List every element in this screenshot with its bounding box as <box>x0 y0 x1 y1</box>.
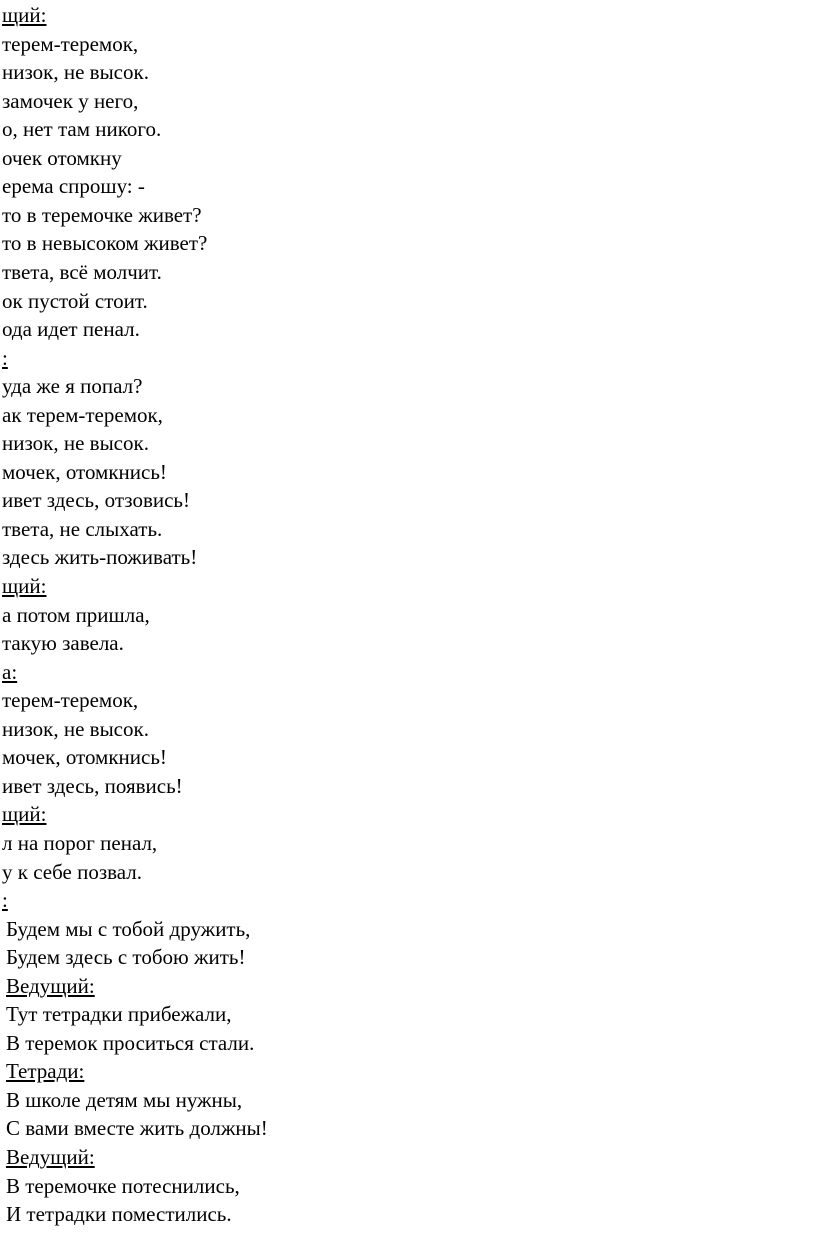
verse-line: л на порог пенал, <box>2 830 158 855</box>
verse-line: то в невысоком живет? <box>2 231 208 256</box>
speaker-heading: Ведущий: <box>6 1145 95 1169</box>
verse-line: И тетрадки поместились. <box>6 1202 232 1227</box>
speaker-heading: щий: <box>2 802 47 827</box>
verse-line: у к себе позвал. <box>2 859 142 884</box>
verse-line: терем-теремок, <box>2 688 139 713</box>
verse-line: ода идет пенал. <box>2 317 140 342</box>
verse-line: С вами вместе жить должны! <box>6 1116 268 1141</box>
verse-line: очек отомкну <box>2 145 122 170</box>
verse-line: ак терем-теремок, <box>2 402 163 427</box>
speaker-heading: Тетради: <box>6 1059 85 1084</box>
verse-line: уда же я попал? <box>2 374 143 399</box>
speaker-heading: а: <box>2 659 18 684</box>
verse-line: о, нет там никого. <box>2 117 162 142</box>
verse-line: низок, не высок. <box>2 431 149 456</box>
verse-line: твета, всё молчит. <box>2 259 162 284</box>
verse-line: твета, не слыхать. <box>2 516 163 541</box>
verse-line: замочек у него, <box>2 88 139 113</box>
verse-line: терем-теремок, <box>2 31 139 56</box>
verse-line: В школе детям мы нужны, <box>6 1087 243 1112</box>
verse-line: ок пустой стоит. <box>2 288 148 313</box>
speaker-heading: : <box>2 345 8 370</box>
speaker-heading: щий: <box>2 574 47 598</box>
verse-line: то в теремочке живет? <box>2 202 202 227</box>
verse-line: низок, не высок. <box>2 716 149 741</box>
speaker-heading: : <box>2 888 8 913</box>
verse-line: мочек, отомкнись! <box>2 459 167 484</box>
speaker-heading: щий: <box>2 3 47 27</box>
verse-line: ивет здесь, появись! <box>2 773 183 798</box>
speaker-heading: Ведущий: <box>6 973 95 998</box>
verse-line: низок, не высок. <box>2 60 149 85</box>
verse-line: мочек, отомкнись! <box>2 745 167 770</box>
verse-line: В теремок проситься стали. <box>6 1030 255 1055</box>
verse-line: ерема спрошу: - <box>2 174 145 199</box>
verse-line: В теремочке потеснились, <box>6 1173 240 1198</box>
verse-line: Тут тетрадки прибежали, <box>6 1002 232 1027</box>
verse-line: Будем мы с тобой дружить, <box>6 916 251 941</box>
verse-line: такую завела. <box>2 631 124 656</box>
verse-line: Будем здесь с тобою жить! <box>6 945 246 970</box>
verse-line: ивет здесь, отзовись! <box>2 488 190 513</box>
verse-line: здесь жить-поживать! <box>2 545 198 570</box>
verse-line: а потом пришла, <box>2 602 150 627</box>
